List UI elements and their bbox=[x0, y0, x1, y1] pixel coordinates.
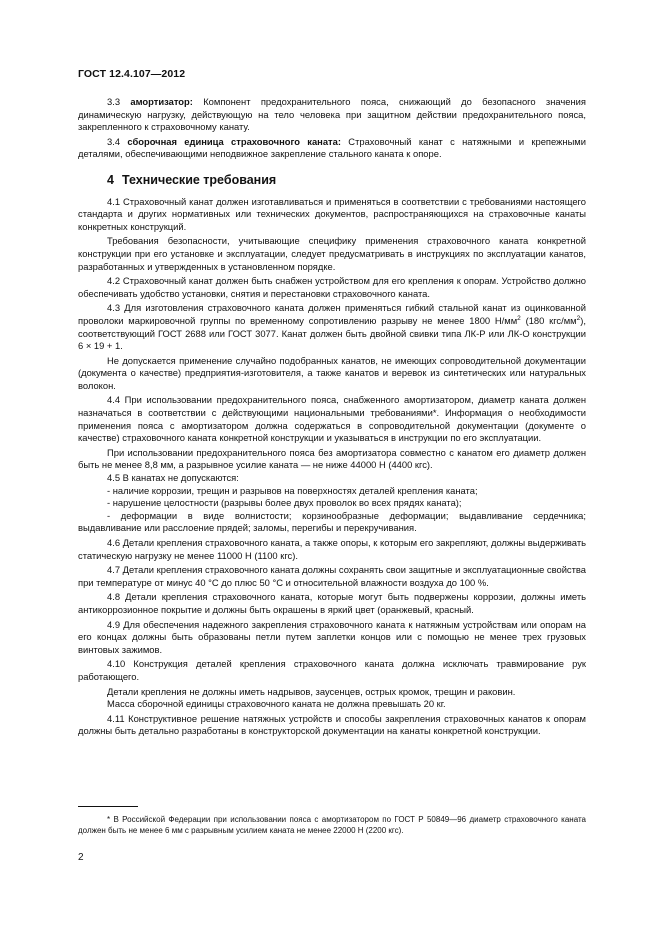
definition-3-3 bbox=[78, 96, 586, 134]
list-item: - деформации в виде волнистости; корзинообразные деформации; выдавливание сердечника; выдавливание или расслоение прядей; заломы, перегибы и перекручивания. bbox=[78, 509, 586, 534]
definition-text: Страховочный канат с натяжными и крепежными деталями, обеспечивающими неподвижное закрепление стального каната к опоре. bbox=[78, 135, 586, 160]
paragraph-4-10-b: Детали крепления не должны иметь надрывов, заусенцев, острых кромок, трещин и раковин. bbox=[107, 685, 516, 697]
paragraph-4-4-part-a: 4.4 При использовании предохранительного пояса, снабженного амортизатором, диаметр каната должен назначаться в соответствии с действующими национальными требованиями bbox=[78, 394, 586, 419]
superscript: 2 bbox=[517, 314, 521, 322]
paragraph-4-2: 4.2 Страховочный канат должен быть снабжен устройством для его крепления к опорам. Устройство должно обеспечивать удобство установки, снятия и перестановки страховочного каната. bbox=[78, 275, 586, 299]
list-item: - наличие коррозии, трещин и разрывов на поверхностях деталей крепления каната; bbox=[107, 484, 478, 496]
paragraph-4-3-part-a: 4.3 Для изготовления страховочного каната должен применяться гибкий стальной канат из оцинкованной проволоки маркировочной группы по временному сопротивлению разрыву не менее 1800 Н/мм bbox=[78, 302, 586, 326]
paragraph-4-10-c: Масса сборочной единицы страховочного каната не должна превышать 20 кг. bbox=[107, 698, 446, 710]
document-header: ГОСТ 12.4.107—2012 bbox=[78, 68, 186, 80]
paragraph-4-6: 4.6 Детали крепления страховочного каната, а также опоры, к которым его закрепляют, должны выдерживать статическую нагрузку не менее 11000 Н (1100 кгс). bbox=[78, 537, 586, 561]
footnote: * В Российской Федерации при использовании пояса с амортизатором по ГОСТ Р 50849—96 диаметр страховочного каната должен быть не менее 6 мм с разрывным усилием каната не менее 22000 Н (2200 кгс). bbox=[78, 815, 586, 835]
paragraph-4-7: 4.7 Детали крепления страховочного каната должны сохранять свои защитные и эксплуатационные свойства при температуре от минус 40 °С до плюс 50 °С и относительной влажности воздуха до 100 %. bbox=[78, 564, 586, 588]
paragraph-4-3-part-b: (180 кгс/мм bbox=[520, 314, 577, 326]
definition-number: 3.3 bbox=[107, 96, 121, 107]
paragraph-4-11: 4.11 Конструктивное решение натяжных устройств и способы закрепления страховочных канатов к опорам должны быть детально разработаны в конструкторской документации на канаты конкретной конструкции. bbox=[78, 712, 586, 737]
section-title: Технические требования bbox=[121, 172, 277, 187]
paragraph-4-3-part-c: ), соответствующий ГОСТ 2688 или ГОСТ 3077. Канат должен быть двойной свивки типа ЛК-Р или ЛК-О конструкции 6 × 19 + 1. bbox=[78, 314, 586, 352]
definition-term: амортизатор: bbox=[130, 96, 193, 107]
paragraph-4-1: 4.1 Страховочный канат должен изготавливаться и применяться в соответствии с требованиями настоящего стандарта и других нормативных или технических документов, распространяющихся на страховочные канаты конкретных конструкций. bbox=[78, 195, 586, 232]
definition-text: Компонент предохранительного пояса, снижающий до безопасного значения динамическую нагрузку, действующую на тело человека при защитном действии предохранительного пояса, закрепленного к страховочному канату. bbox=[78, 96, 587, 133]
definition-term: сборочная единица страховочного каната: bbox=[127, 135, 341, 147]
paragraph-4-4-part-b: . Информация о необходимости применения пояса с амортизатором должна содержаться в сопроводительной документации (документе о качестве) страховочного каната конкретной конструкции и указываться в инструкции по его эксплуатации. bbox=[78, 407, 587, 444]
definition-3-4 bbox=[78, 136, 586, 161]
section-number: 4 bbox=[107, 172, 114, 187]
superscript: 2 bbox=[576, 314, 581, 322]
page-number: 2 bbox=[78, 852, 84, 863]
paragraph-4-9: 4.9 Для обеспечения надежного закрепления страховочного каната к натяжным устройствам или опорам на его концах должны быть образованы петли путем заплетки концов или с помощью не менее трех грузовых винтовых зажимов. bbox=[78, 618, 586, 655]
paragraph-4-1-b: Требования безопасности, учитывающие специфику применения страховочного каната конкретной конструкции при его установке и эксплуатации, следует предусматривать в инструкциях по эксплуатации канатов, разработанных и утвержденных в установленном порядке. bbox=[78, 235, 586, 272]
footnote-reference[interactable]: * bbox=[432, 407, 437, 419]
paragraph-4-3-b: Не допускается применение случайно подобранных канатов, не имеющих сопроводительной документации (документа о качестве) предприятия-изготовителя, а также канатов и веревок из синтетических или натуральных волокон. bbox=[78, 354, 586, 391]
paragraph-4-4-b: При использовании предохранительного пояса без амортизатора совместно с канатом его диаметр должен быть не менее 8,8 мм, а разрывное усилие каната — не ниже 44000 Н (4400 кгс). bbox=[78, 446, 586, 471]
footnote-divider bbox=[78, 806, 138, 807]
definition-number: 3.4 bbox=[107, 135, 121, 147]
section-heading bbox=[107, 174, 586, 187]
page-body bbox=[78, 96, 586, 738]
list-item: - нарушение целостности (разрывы более двух проволок во всех прядях каната); bbox=[107, 497, 462, 509]
paragraph-4-5: 4.5 В канатах не допускаются: bbox=[107, 472, 239, 484]
paragraph-4-8: 4.8 Детали крепления страховочного каната, которые могут быть подвержены коррозии, должны иметь антикоррозионное покрытие и должны быть окрашены в яркий цвет (оранжевый, красный. bbox=[78, 591, 586, 615]
paragraph-4-3 bbox=[78, 302, 586, 352]
paragraph-4-4 bbox=[78, 394, 586, 444]
paragraph-4-10: 4.10 Конструкция деталей крепления страховочного каната должна исключать травмирование рук работающего. bbox=[78, 658, 586, 682]
